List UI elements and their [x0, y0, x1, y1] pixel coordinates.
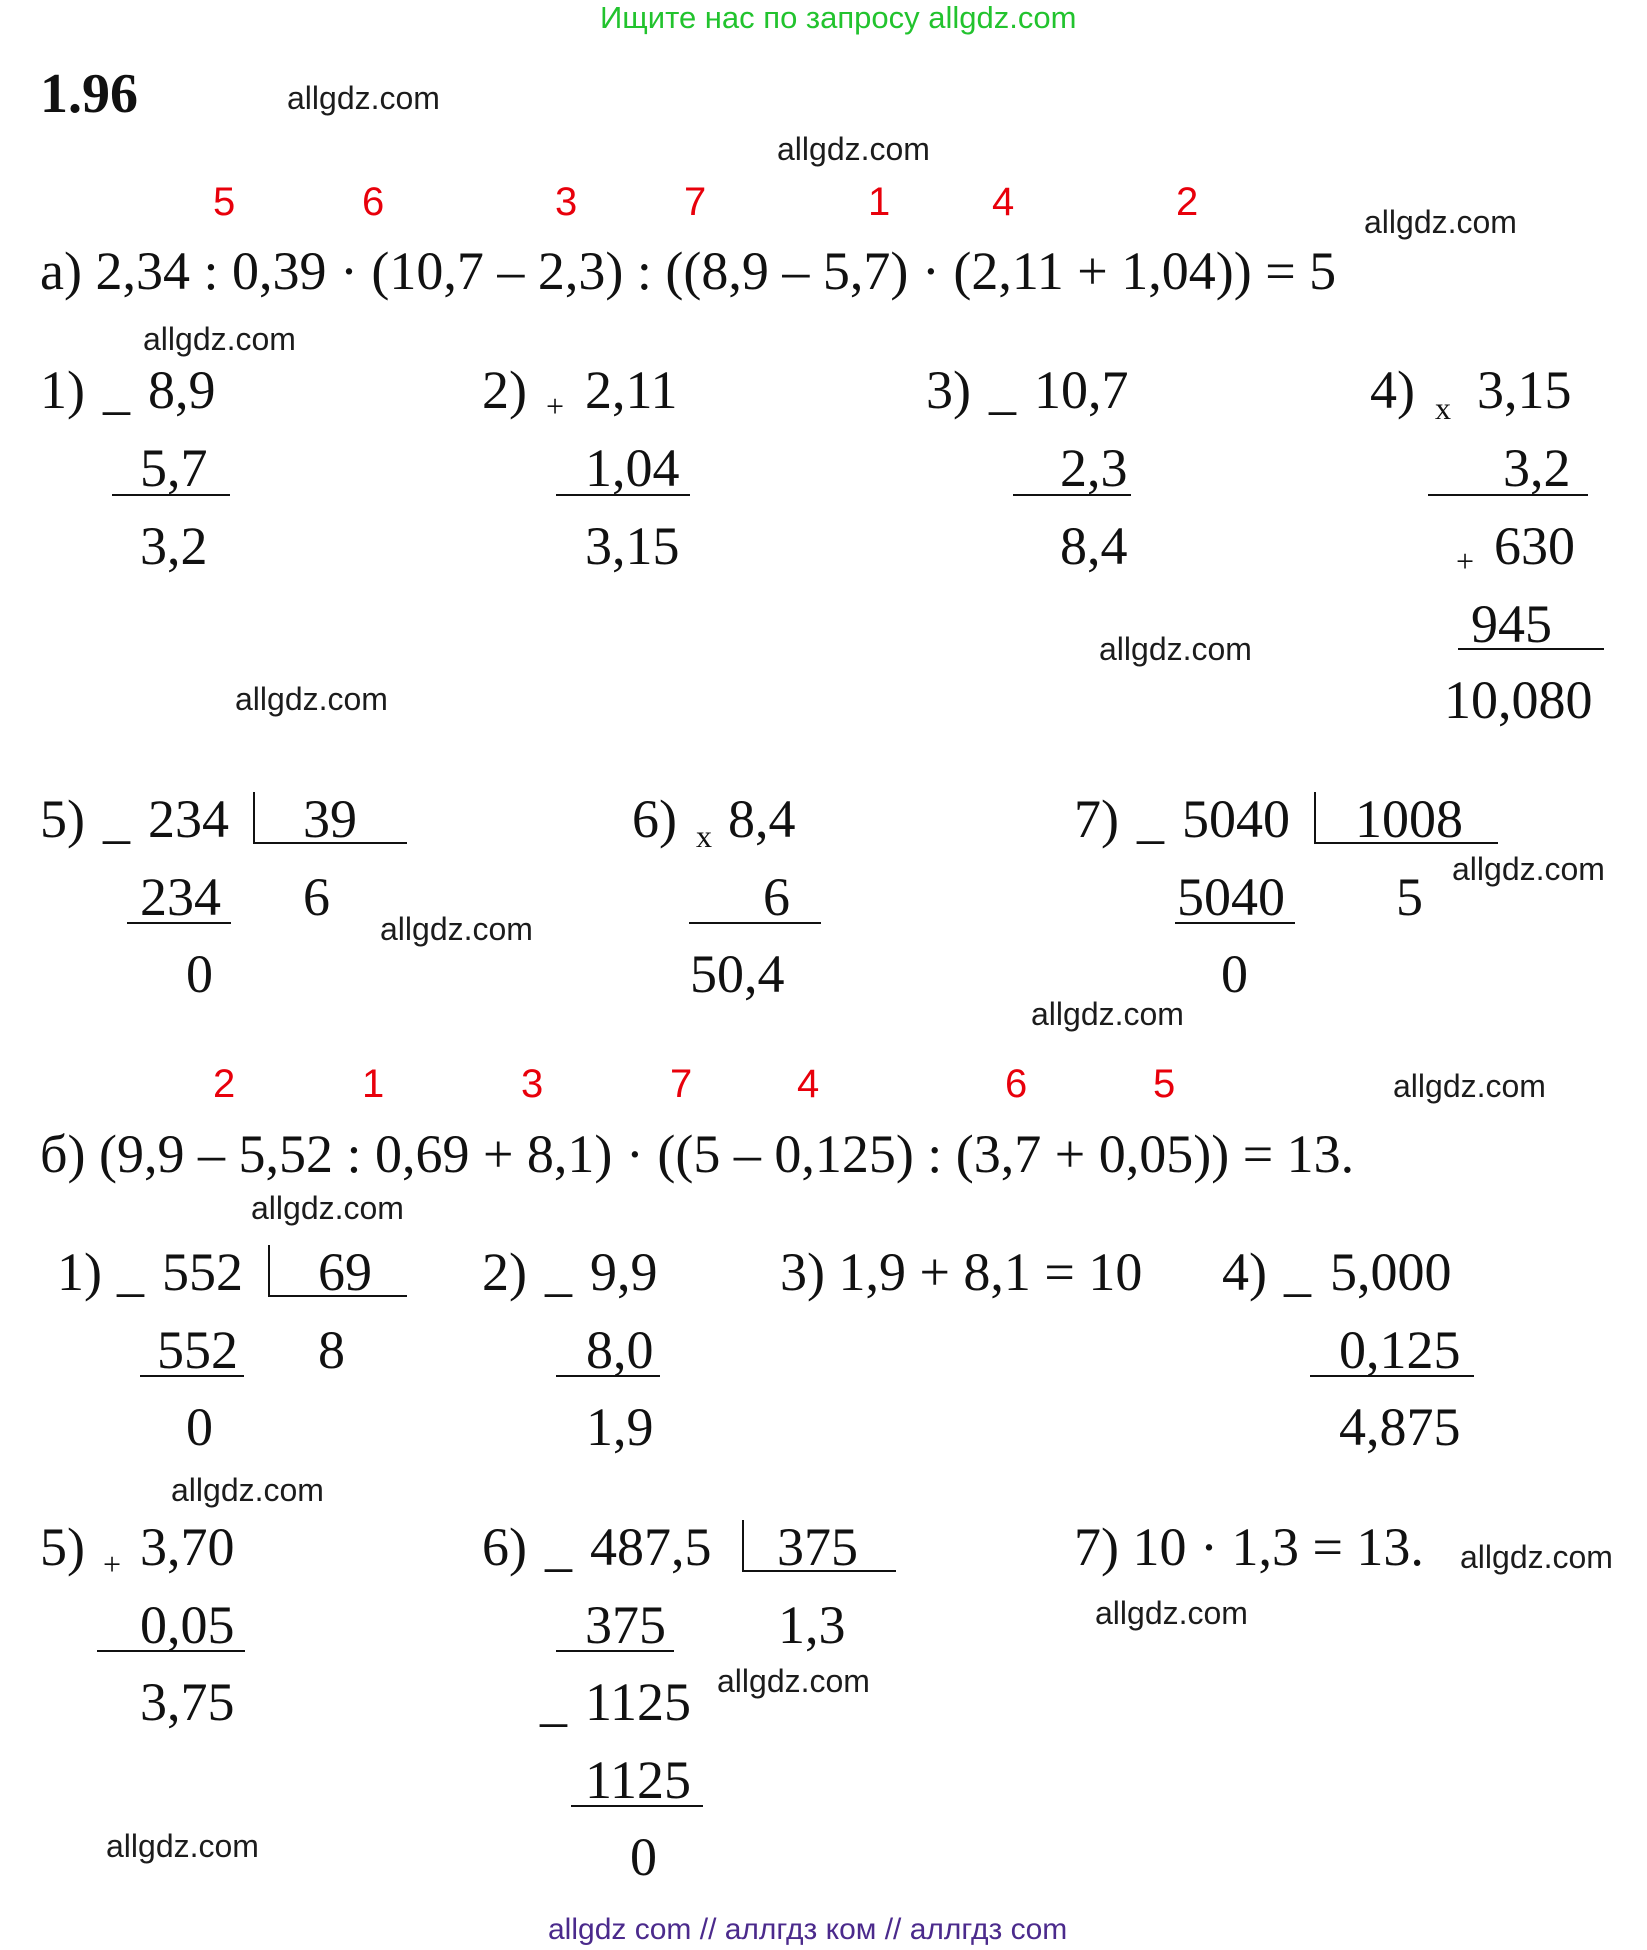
watermark: allgdz.com — [1393, 1068, 1546, 1104]
underline — [1013, 494, 1131, 496]
divisor: 375 — [777, 1517, 858, 1577]
division-bar — [1314, 792, 1316, 842]
remainder: 0 — [1221, 944, 1248, 1004]
step-label: 5) — [40, 1517, 85, 1577]
watermark: allgdz.com — [235, 681, 388, 717]
subtrahend: 5040 — [1177, 867, 1285, 927]
order-number: 4 — [797, 1062, 820, 1106]
order-number: 5 — [1153, 1062, 1176, 1106]
operand: 3,2 — [1503, 438, 1571, 498]
order-number: 1 — [362, 1062, 385, 1106]
step-label: 1) — [40, 360, 85, 420]
op-sign: _ — [103, 360, 130, 420]
subtrahend: 552 — [157, 1320, 238, 1380]
operand: 10,7 — [1034, 360, 1129, 420]
order-number: 7 — [684, 180, 707, 224]
subtrahend: 375 — [585, 1595, 666, 1655]
watermark: allgdz.com — [1031, 996, 1184, 1032]
operand: 5,7 — [140, 438, 208, 498]
op-sign: _ — [545, 1517, 572, 1577]
order-number: 5 — [213, 180, 236, 224]
division-bar — [742, 1520, 744, 1570]
result: 4,875 — [1339, 1397, 1461, 1457]
watermark: allgdz.com — [1099, 631, 1252, 667]
partial-dividend: 1125 — [585, 1672, 691, 1732]
operand: 0,05 — [140, 1595, 235, 1655]
step-label: 2) — [482, 360, 527, 420]
step-label: 6) — [632, 789, 677, 849]
watermark: allgdz.com — [717, 1663, 870, 1699]
underline — [556, 1375, 660, 1377]
divisor: 69 — [318, 1242, 372, 1302]
dividend: 5040 — [1182, 789, 1290, 849]
order-number: 3 — [521, 1062, 544, 1106]
partial-product: 630 — [1494, 516, 1575, 576]
watermark: allgdz.com — [251, 1190, 404, 1226]
underline — [689, 922, 821, 924]
underline — [571, 1805, 703, 1807]
header-text: Ищите нас по запросу allgdz.com — [600, 0, 1077, 35]
watermark: allgdz.com — [1452, 851, 1605, 887]
order-number: 4 — [992, 180, 1015, 224]
operand: 8,0 — [586, 1320, 654, 1380]
step-label: 6) — [482, 1517, 527, 1577]
footer-text: allgdz com // аллгдз ком // аллгдз com — [548, 1913, 1068, 1946]
op-sign: + — [546, 388, 565, 424]
watermark: allgdz.com — [287, 80, 440, 116]
watermark: allgdz.com — [1460, 1539, 1613, 1575]
dividend: 234 — [148, 789, 229, 849]
op-sign: _ — [103, 789, 130, 849]
operand: 3,70 — [140, 1517, 235, 1577]
subtrahend: 1125 — [585, 1750, 691, 1810]
operand: 6 — [763, 867, 790, 927]
order-number: 6 — [1005, 1062, 1028, 1106]
operand: 1,04 — [585, 438, 680, 498]
op-sign: + — [1456, 543, 1475, 579]
remainder: 0 — [630, 1827, 657, 1887]
op-sign: x — [1435, 390, 1451, 426]
expression-a: а) 2,34 : 0,39 · (10,7 – 2,3) : ((8,9 – 5,7) · (2,11 + 1,04)) = 5 — [40, 241, 1337, 301]
underline — [112, 494, 230, 496]
quotient: 5 — [1396, 867, 1423, 927]
result: 50,4 — [690, 944, 785, 1004]
order-number: 6 — [362, 180, 385, 224]
watermark: allgdz.com — [1364, 204, 1517, 240]
watermark: allgdz.com — [777, 131, 930, 167]
order-number: 2 — [1176, 180, 1199, 224]
watermark: allgdz.com — [143, 321, 296, 357]
op-sign: _ — [545, 1242, 572, 1302]
operand: 9,9 — [590, 1242, 658, 1302]
dividend: 552 — [162, 1242, 243, 1302]
result: 3,15 — [585, 516, 680, 576]
step-label: 4) — [1370, 360, 1415, 420]
step-label: 2) — [482, 1242, 527, 1302]
result: 8,4 — [1060, 516, 1128, 576]
op-sign: _ — [117, 1242, 144, 1302]
underline — [97, 1650, 245, 1652]
expression-b: б) (9,9 – 5,52 : 0,69 + 8,1) · ((5 – 0,125) : (3,7 + 0,05)) = 13. — [40, 1124, 1355, 1184]
order-number: 1 — [868, 180, 891, 224]
underline — [556, 494, 690, 496]
operand: 8,9 — [148, 360, 216, 420]
order-number: 3 — [555, 180, 578, 224]
underline — [127, 922, 231, 924]
op-sign: _ — [989, 360, 1016, 420]
divisor: 1008 — [1355, 789, 1463, 849]
op-sign: _ — [1284, 1242, 1311, 1302]
operand: 2,3 — [1060, 438, 1128, 498]
watermark: allgdz.com — [171, 1472, 324, 1508]
step-7-b: 7) 10 · 1,3 = 13. — [1074, 1517, 1424, 1577]
op-sign: _ — [1137, 789, 1164, 849]
underline — [556, 1650, 674, 1652]
operand: 3,15 — [1477, 360, 1572, 420]
division-bar — [253, 792, 255, 842]
result: 10,080 — [1444, 670, 1593, 730]
step-label: 1) — [57, 1242, 102, 1302]
underline — [1175, 922, 1295, 924]
step-label: 3) — [926, 360, 971, 420]
subtrahend: 234 — [140, 867, 221, 927]
operand: 8,4 — [728, 789, 796, 849]
watermark: allgdz.com — [380, 911, 533, 947]
remainder: 0 — [186, 1397, 213, 1457]
watermark: allgdz.com — [1095, 1595, 1248, 1631]
op-sign: x — [696, 818, 712, 854]
quotient: 8 — [318, 1320, 345, 1380]
operand: 2,11 — [585, 360, 678, 420]
underline — [140, 1375, 244, 1377]
dividend: 487,5 — [590, 1517, 712, 1577]
quotient: 1,3 — [778, 1595, 846, 1655]
result: 3,75 — [140, 1672, 235, 1732]
underline — [1458, 648, 1604, 650]
order-number: 7 — [670, 1062, 693, 1106]
op-sign: + — [103, 1546, 122, 1582]
divisor: 39 — [303, 789, 357, 849]
order-number: 2 — [213, 1062, 236, 1106]
division-bar — [268, 1245, 270, 1295]
result: 1,9 — [586, 1397, 654, 1457]
step-3-b: 3) 1,9 + 8,1 = 10 — [780, 1242, 1143, 1302]
problem-number: 1.96 — [40, 63, 138, 125]
underline — [1310, 1375, 1474, 1377]
operand: 5,000 — [1330, 1242, 1452, 1302]
step-label: 7) — [1074, 789, 1119, 849]
step-label: 4) — [1222, 1242, 1267, 1302]
underline — [1428, 494, 1588, 496]
partial-product: 945 — [1471, 594, 1552, 654]
result: 3,2 — [140, 516, 208, 576]
watermark: allgdz.com — [106, 1828, 259, 1864]
quotient: 6 — [303, 867, 330, 927]
op-sign: _ — [540, 1672, 567, 1732]
step-label: 5) — [40, 789, 85, 849]
remainder: 0 — [186, 944, 213, 1004]
operand: 0,125 — [1339, 1320, 1461, 1380]
